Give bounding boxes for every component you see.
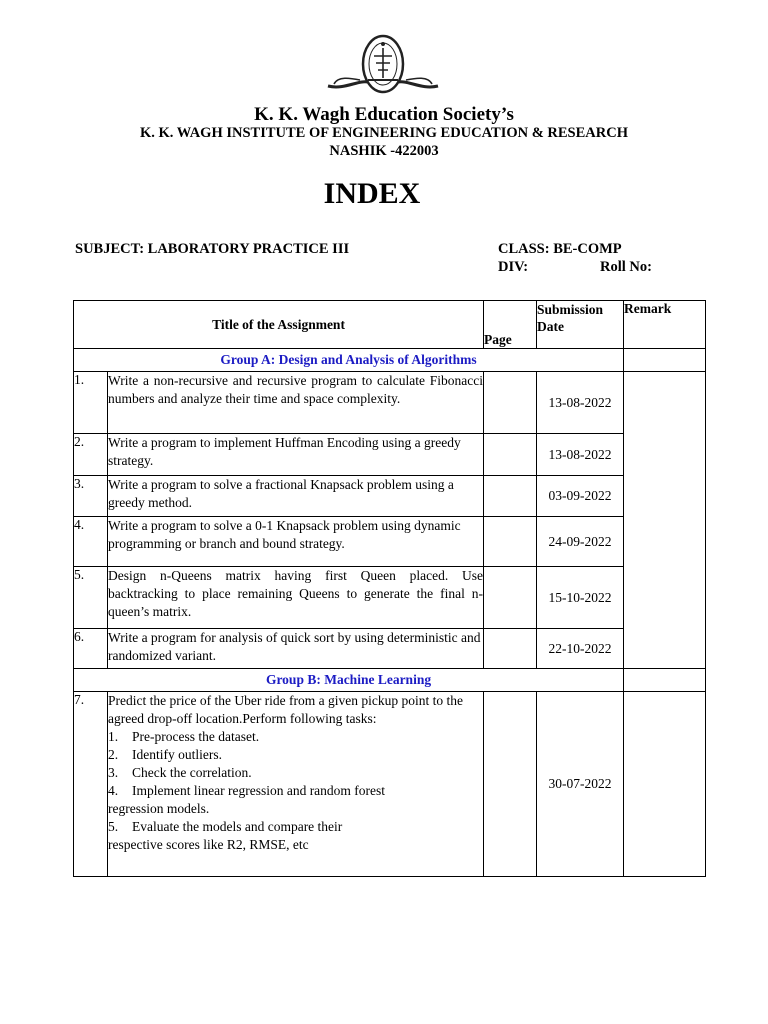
row-number: 3. xyxy=(74,476,108,517)
task-number: 3. xyxy=(108,765,119,780)
table-row xyxy=(74,692,706,877)
task-text: Pre-process the dataset. xyxy=(132,729,260,744)
task-item xyxy=(108,746,483,764)
subject-label: SUBJECT: LABORATORY PRACTICE III xyxy=(75,241,350,257)
page-title: INDEX xyxy=(323,177,421,210)
task-continuation: respective scores like R2, RMSE, etc xyxy=(108,837,309,852)
assignment-title: Write a program to implement Huffman Encoding using a greedy strategy. xyxy=(108,434,484,476)
header-page: Page xyxy=(484,301,537,349)
page-cell xyxy=(484,629,537,669)
index-table xyxy=(73,300,706,877)
remark-cell xyxy=(624,349,706,372)
task-item xyxy=(108,818,483,836)
row-number: 2. xyxy=(74,434,108,476)
task-continuation: regression models. xyxy=(108,801,210,816)
assignment-title: Write a non-recursive and recursive program to calculate Fibonacci numbers and analyze their time and space complexity. xyxy=(108,372,484,434)
submission-date: 22-10-2022 xyxy=(537,629,624,669)
header-date-line1: Submission xyxy=(537,302,604,317)
submission-date: 15-10-2022 xyxy=(537,567,624,629)
remark-cell xyxy=(624,372,706,669)
table-row xyxy=(74,517,706,567)
page-cell xyxy=(484,434,537,476)
table-row xyxy=(74,629,706,669)
page-cell xyxy=(484,476,537,517)
task-number: 1. xyxy=(108,729,119,744)
header-remark: Remark xyxy=(624,301,706,349)
task-number: 2. xyxy=(108,747,119,762)
institute-city: NASHIK -422003 xyxy=(329,143,439,159)
assignment-title xyxy=(108,692,484,877)
submission-date: 13-08-2022 xyxy=(537,434,624,476)
remark-cell xyxy=(624,692,706,877)
roll-no-label: Roll No: xyxy=(600,259,652,275)
submission-date: 24-09-2022 xyxy=(537,517,624,567)
table-row xyxy=(74,372,706,434)
task-text: Implement linear regression and random forest xyxy=(132,783,386,798)
table-row xyxy=(74,476,706,517)
assignment-intro: Predict the price of the Uber ride from a given pickup point to the agreed drop-off location.Perform following tasks: xyxy=(108,693,464,726)
row-number: 1. xyxy=(74,372,108,434)
assignment-title: Write a program for analysis of quick sort by using deterministic and randomized variant. xyxy=(108,629,484,669)
assignment-title: Design n-Queens matrix having first Queen placed. Use backtracking to place remaining Queens to generate the final n-queen’s matrix. xyxy=(108,567,484,629)
div-label: DIV: xyxy=(498,259,529,275)
page-cell xyxy=(484,372,537,434)
institute-name: K. K. WAGH INSTITUTE OF ENGINEERING EDUCATION & RESEARCH xyxy=(140,125,628,141)
row-number: 7. xyxy=(74,692,108,877)
remark-cell xyxy=(624,669,706,692)
task-number: 5. xyxy=(108,819,119,834)
table-row xyxy=(74,567,706,629)
submission-date: 13-08-2022 xyxy=(537,372,624,434)
header-title: Title of the Assignment xyxy=(74,301,484,349)
task-item xyxy=(108,764,483,782)
group-b-heading: Group B: Machine Learning xyxy=(74,669,624,692)
table-header-row xyxy=(74,301,706,349)
group-row xyxy=(74,349,706,372)
header-date-line2: Date xyxy=(537,319,565,334)
page-cell xyxy=(484,692,537,877)
task-text: Evaluate the models and compare their xyxy=(132,819,343,834)
task-item xyxy=(108,782,483,800)
group-row xyxy=(74,669,706,692)
task-text: Identify outliers. xyxy=(132,747,222,762)
row-number: 6. xyxy=(74,629,108,669)
row-number: 4. xyxy=(74,517,108,567)
submission-date: 03-09-2022 xyxy=(537,476,624,517)
class-label: CLASS: BE-COMP xyxy=(498,241,622,257)
page-cell xyxy=(484,517,537,567)
institute-emblem-logo xyxy=(324,30,442,94)
group-a-heading: Group A: Design and Analysis of Algorithms xyxy=(74,349,624,372)
row-number: 5. xyxy=(74,567,108,629)
table-row xyxy=(74,434,706,476)
task-item xyxy=(108,728,483,746)
assignment-title: Write a program to solve a fractional Knapsack problem using a greedy method. xyxy=(108,476,484,517)
submission-date: 30-07-2022 xyxy=(537,692,624,877)
task-number: 4. xyxy=(108,783,119,798)
assignment-title: Write a program to solve a 0-1 Knapsack problem using dynamic programming or branch and bound strategy. xyxy=(108,517,484,567)
page-cell xyxy=(484,567,537,629)
header-submission-date xyxy=(537,301,624,349)
society-name: K. K. Wagh Education Society’s xyxy=(254,104,514,125)
task-text: Check the correlation. xyxy=(132,765,252,780)
